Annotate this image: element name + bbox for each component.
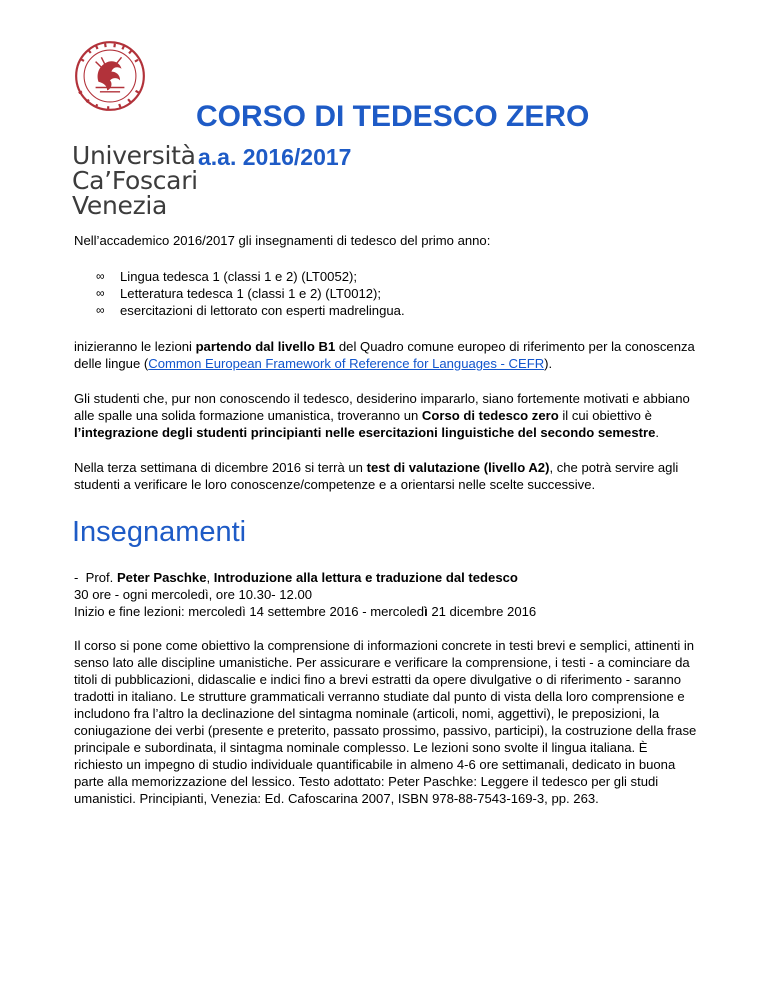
text-run: il cui obiettivo è (558, 408, 652, 423)
text-run: , che potrà servire agli studenti a verificare le loro conoscenze/competenze e a orientarsi nelle scelte successive. (74, 460, 679, 492)
assessment-paragraph (74, 459, 699, 493)
university-name-line1: Università (72, 141, 196, 170)
document-body (74, 232, 699, 807)
dash-marker: - (74, 570, 79, 585)
university-name-line2: Ca’Foscari (72, 166, 198, 195)
bullet-infinity-icon: ∞ (96, 269, 105, 283)
course-description: Il corso si pone come obiettivo la comprensione di informazioni concrete in testi brevi e semplici, attinenti in senso lato alle discipline umanistiche. Per assicurare e verificare la comprensione, i testi - a cominciare da titoli di pubblicazioni, didascalie e indici fino a brevi estratti da opere divulgative o di riferimento - saranno tradotti in italiano. Le strutture grammaticali verranno studiate dal punto di vista della loro comprensione e includono fra l’altro la declinazione del sintagma nominale (articoli, nomi, aggettivi), le preposizioni, la coniugazione dei verbi (presente e preterito, passato prossimo, passivo, participi), la costruzione della frase principale e subordinata, il sintagma nominale complesso. Le lezioni sono svolte il lingua italiana. È richiesto un impegno di studio individuale quantificabile in almeno 4-6 ore settimanali, dedicato in buona parte alla memorizzazione del lessico. Testo adottato: Peter Paschke: Leggere il tedesco per gli studi umanistici. Principianti, Venezia: Ed. Cafoscarina 2007, ISBN 978-88-7543-169-3, pp. 263. (74, 638, 697, 806)
university-seal-icon (74, 40, 146, 112)
course-dates (74, 603, 699, 620)
bold-text: l’integrazione degli studenti principianti nelle esercitazioni linguistiche del secondo semestre (74, 425, 656, 440)
university-logo (72, 40, 198, 220)
text-run: Nella terza settimana di dicembre 2016 si terrà un (74, 460, 367, 475)
list-item-text: Lingua tedesca 1 (classi 1 e 2) (LT0052); (120, 269, 358, 284)
list-item (74, 268, 699, 285)
course-goal-paragraph (74, 390, 699, 441)
list-item-text: esercitazioni di lettorato con esperti madrelingua. (120, 303, 405, 318)
bullet-infinity-icon: ∞ (96, 303, 105, 317)
text-run: , (206, 570, 214, 585)
bold-text: partendo dal livello B1 (195, 339, 336, 354)
intro-paragraph: Nell’accademico 2016/2017 gli insegnamenti di tedesco del primo anno: (74, 233, 491, 248)
list-item-text: Letteratura tedesca 1 (classi 1 e 2) (LT0012); (120, 286, 382, 301)
text-run: Prof. (85, 570, 117, 585)
course-list (74, 268, 699, 319)
text-run: del Quadro comune europeo di riferimento per la conoscenza delle lingue ( (74, 339, 695, 371)
professor-name: Peter Paschke (116, 570, 207, 585)
bullet-infinity-icon: ∞ (96, 286, 105, 300)
cefr-link[interactable]: Common European Framework of Reference for Languages - CEFR (148, 356, 545, 371)
start-level-paragraph (74, 338, 699, 372)
text-run: . (655, 425, 659, 440)
text-run: Gli studenti che, pur non conoscendo il tedesco, desiderino impararlo, siano fortemente motivati e abbiano alle spalle una solida formazione umanistica, troveranno un (74, 391, 690, 423)
course-schedule: 30 ore - ogni mercoledì, ore 10.30- 12.00 (74, 587, 313, 602)
text-run: ). (544, 356, 553, 371)
text-run: 21 dicembre 2016 (427, 604, 537, 619)
university-name (72, 141, 198, 220)
course-header (74, 569, 699, 586)
text-run: inizieranno le lezioni (74, 339, 196, 354)
course-title: Introduzione alla lettura e traduzione dal tedesco (213, 570, 518, 585)
section-heading-insegnamenti: Insegnamenti (72, 516, 247, 548)
bold-text: test di valutazione (livello A2) (366, 460, 550, 475)
document-subtitle: a.a. 2016/2017 (198, 144, 352, 170)
document-title: CORSO DI TEDESCO ZERO (196, 100, 590, 133)
university-name-line3: Venezia (72, 191, 168, 220)
bold-text: ì (424, 604, 428, 619)
list-item (74, 285, 699, 302)
bold-text: Corso di tedesco zero (421, 408, 559, 423)
text-run: Inizio e fine lezioni: mercoledì 14 settembre 2016 - mercoled (74, 604, 425, 619)
list-item (74, 302, 699, 319)
